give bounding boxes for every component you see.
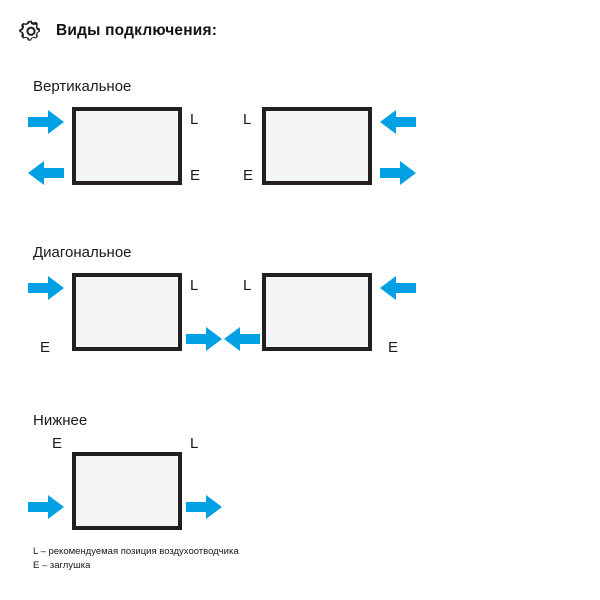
legend: [33, 545, 239, 574]
label-bottom-right-top: L: [190, 435, 199, 452]
gear-icon: [18, 18, 44, 44]
legend-line-2: E – заглушка: [33, 560, 91, 572]
label-diagonal-left-top: L: [190, 277, 199, 294]
arrow-right-diagonal-left-top: [28, 275, 64, 301]
arrow-left-diagonal-right-top: [380, 275, 416, 301]
label-vertical-left-top: L: [190, 111, 199, 128]
arrow-left-vertical-right-top: [380, 109, 416, 135]
section-title-bottom: Нижнее: [33, 412, 88, 429]
label-vertical-left-bottom: E: [190, 167, 201, 184]
label-diagonal-right-top: L: [243, 277, 252, 294]
radiator-vertical-right: [262, 107, 372, 185]
label-diagonal-left-bottom: E: [40, 339, 51, 356]
page-title: Виды подключения:: [56, 22, 218, 39]
header: [18, 18, 217, 44]
radiator-diagonal-left: [72, 273, 182, 351]
radiator-bottom: [72, 452, 182, 530]
radiator-vertical-left: [72, 107, 182, 185]
arrow-right-vertical-right-bottom: [380, 160, 416, 186]
arrow-left-vertical-left-bottom: [28, 160, 64, 186]
label-vertical-right-top: L: [243, 111, 252, 128]
arrow-right-bottom-right: [186, 494, 222, 520]
section-title-vertical: Вертикальное: [33, 78, 132, 95]
section-title-diagonal: Диагональное: [33, 244, 132, 261]
arrow-left-diagonal-right-bottom: [224, 326, 260, 352]
arrow-right-bottom-left: [28, 494, 64, 520]
label-vertical-right-bottom: E: [243, 167, 254, 184]
label-bottom-left-top: E: [52, 435, 63, 452]
radiator-diagonal-right: [262, 273, 372, 351]
label-diagonal-right-bottom: E: [388, 339, 399, 356]
legend-line-1: L – рекомендуемая позиция воздухоотводчика: [33, 545, 239, 557]
arrow-right-vertical-left-top: [28, 109, 64, 135]
arrow-right-diagonal-left-bottom: [186, 326, 222, 352]
